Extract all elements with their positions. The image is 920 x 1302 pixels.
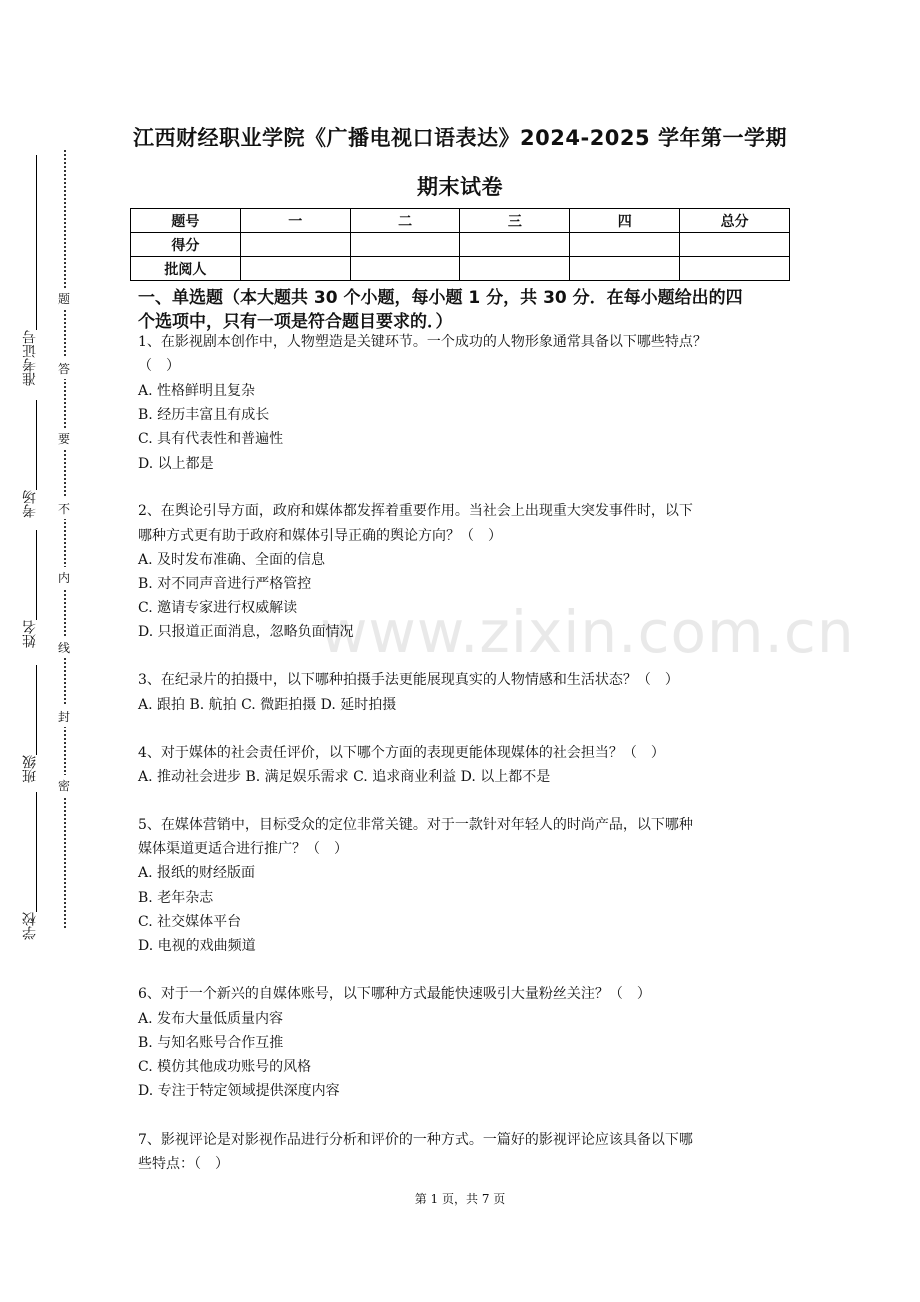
question-stem: 2、在舆论引导方面，政府和媒体都发挥着重要作用。当社会上出现重大突发事件时，以下 [138, 503, 693, 519]
binding-field-name: 姓名 [20, 620, 40, 648]
reviewer-row [131, 257, 790, 281]
seal-char: 封 [58, 706, 70, 727]
section-heading [138, 286, 788, 334]
row-label: 得分 [131, 233, 241, 257]
reviewer-cell [350, 257, 460, 281]
option-c: C. 社交媒体平台 [138, 914, 242, 930]
option-c: C. 模仿其他成功账号的风格 [138, 1059, 312, 1075]
reviewer-cell [680, 257, 790, 281]
reviewer-cell [570, 257, 680, 281]
seal-char: 题 [58, 288, 70, 309]
option-c: C. 邀请专家进行权威解读 [138, 600, 298, 616]
seal-char: 答 [58, 358, 70, 379]
question-stem: 6、对于一个新兴的自媒体账号，以下哪种方式最能快速吸引大量粉丝关注？（ ） [138, 986, 651, 1002]
option-d: D. 电视的戏曲频道 [138, 938, 256, 954]
binding-field-school: 学校 [20, 912, 40, 940]
row-label: 批阅人 [131, 257, 241, 281]
question-stem: 4、对于媒体的社会责任评价，以下哪个方面的表现更能体现媒体的社会担当？（ ） [138, 745, 665, 761]
page-footer: 第 1 页，共 7 页 [414, 1192, 506, 1206]
option-b: B. 老年杂志 [138, 890, 214, 906]
option-b: B. 对不同声音进行严格管控 [138, 576, 312, 592]
section-heading-line: 个选项中，只有一项是符合题目要求的．） [138, 312, 453, 332]
question-stem: 5、在媒体营销中，目标受众的定位非常关键。对于一款针对年轻人的时尚产品，以下哪种 [138, 817, 693, 833]
exam-title: 江西财经职业学院《广播电视口语表达》2024-2025 学年第一学期 [133, 126, 787, 150]
question-options: A. 推动社会进步 B. 满足娱乐需求 C. 追求商业利益 D. 以上都不是 [138, 769, 551, 785]
option-c: C. 具有代表性和普遍性 [138, 431, 284, 447]
binding-dotted-line [64, 150, 66, 928]
question-stem: 媒体渠道更适合进行推广？（ ） [138, 841, 348, 857]
option-b: B. 经历丰富且有成长 [138, 407, 270, 423]
option-b: B. 与知名账号合作互推 [138, 1035, 284, 1051]
score-table [130, 208, 790, 281]
exam-subtitle: 期末试卷 [417, 175, 503, 199]
reviewer-cell [240, 257, 350, 281]
option-a: A. 发布大量低质量内容 [138, 1011, 284, 1027]
seal-char: 不 [58, 498, 70, 519]
watermark: www.zixin.com.cn [320, 598, 855, 666]
option-a: A. 性格鲜明且复杂 [138, 383, 256, 399]
question-stem: 哪种方式更有助于政府和媒体引导正确的舆论方向？（ ） [138, 528, 502, 544]
score-table-header-row [131, 209, 790, 233]
option-a: A. 及时发布准确、全面的信息 [138, 552, 326, 568]
section-heading-line: 一、单选题（本大题共 30 个小题，每小题 1 分，共 30 分．在每小题给出的四 [138, 288, 743, 308]
seal-char: 密 [58, 775, 70, 796]
seal-char: 内 [58, 567, 70, 588]
seal-char: 要 [58, 428, 70, 449]
question-stem: 些特点：（ ） [138, 1156, 229, 1172]
seal-char: 线 [58, 637, 70, 658]
score-cell [460, 233, 570, 257]
binding-field-exam-number: 准考证号 [20, 330, 40, 386]
score-cell [240, 233, 350, 257]
header-cell: 题号 [131, 209, 241, 233]
score-cell [350, 233, 460, 257]
option-a: A. 报纸的财经版面 [138, 865, 256, 881]
header-cell: 三 [460, 209, 570, 233]
question-stem: 7、影视评论是对影视作品进行分析和评价的一种方式。一篇好的影视评论应该具备以下哪 [138, 1132, 693, 1148]
question-stem: 3、在纪录片的拍摄中，以下哪种拍摄手法更能展现真实的人物情感和生活状态？（ ） [138, 672, 679, 688]
option-d: D. 以上都是 [138, 456, 214, 472]
option-d: D. 专注于特定领域提供深度内容 [138, 1083, 340, 1099]
score-cell [680, 233, 790, 257]
binding-field-class: 班级 [20, 755, 40, 783]
score-cell [570, 233, 680, 257]
option-d: D. 只报道正面消息，忽略负面情况 [138, 624, 354, 640]
score-row [131, 233, 790, 257]
header-cell: 一 [240, 209, 350, 233]
header-cell: 四 [570, 209, 680, 233]
binding-field-exam-room: 考场 [20, 490, 40, 518]
question-stem: 1、在影视剧本创作中，人物塑造是关键环节。一个成功的人物形象通常具备以下哪些特点？ [138, 334, 707, 350]
question-options: A. 跟拍 B. 航拍 C. 微距拍摄 D. 延时拍摄 [138, 697, 397, 713]
reviewer-cell [460, 257, 570, 281]
header-cell: 总分 [680, 209, 790, 233]
header-cell: 二 [350, 209, 460, 233]
question-stem: （ ） [138, 358, 180, 374]
